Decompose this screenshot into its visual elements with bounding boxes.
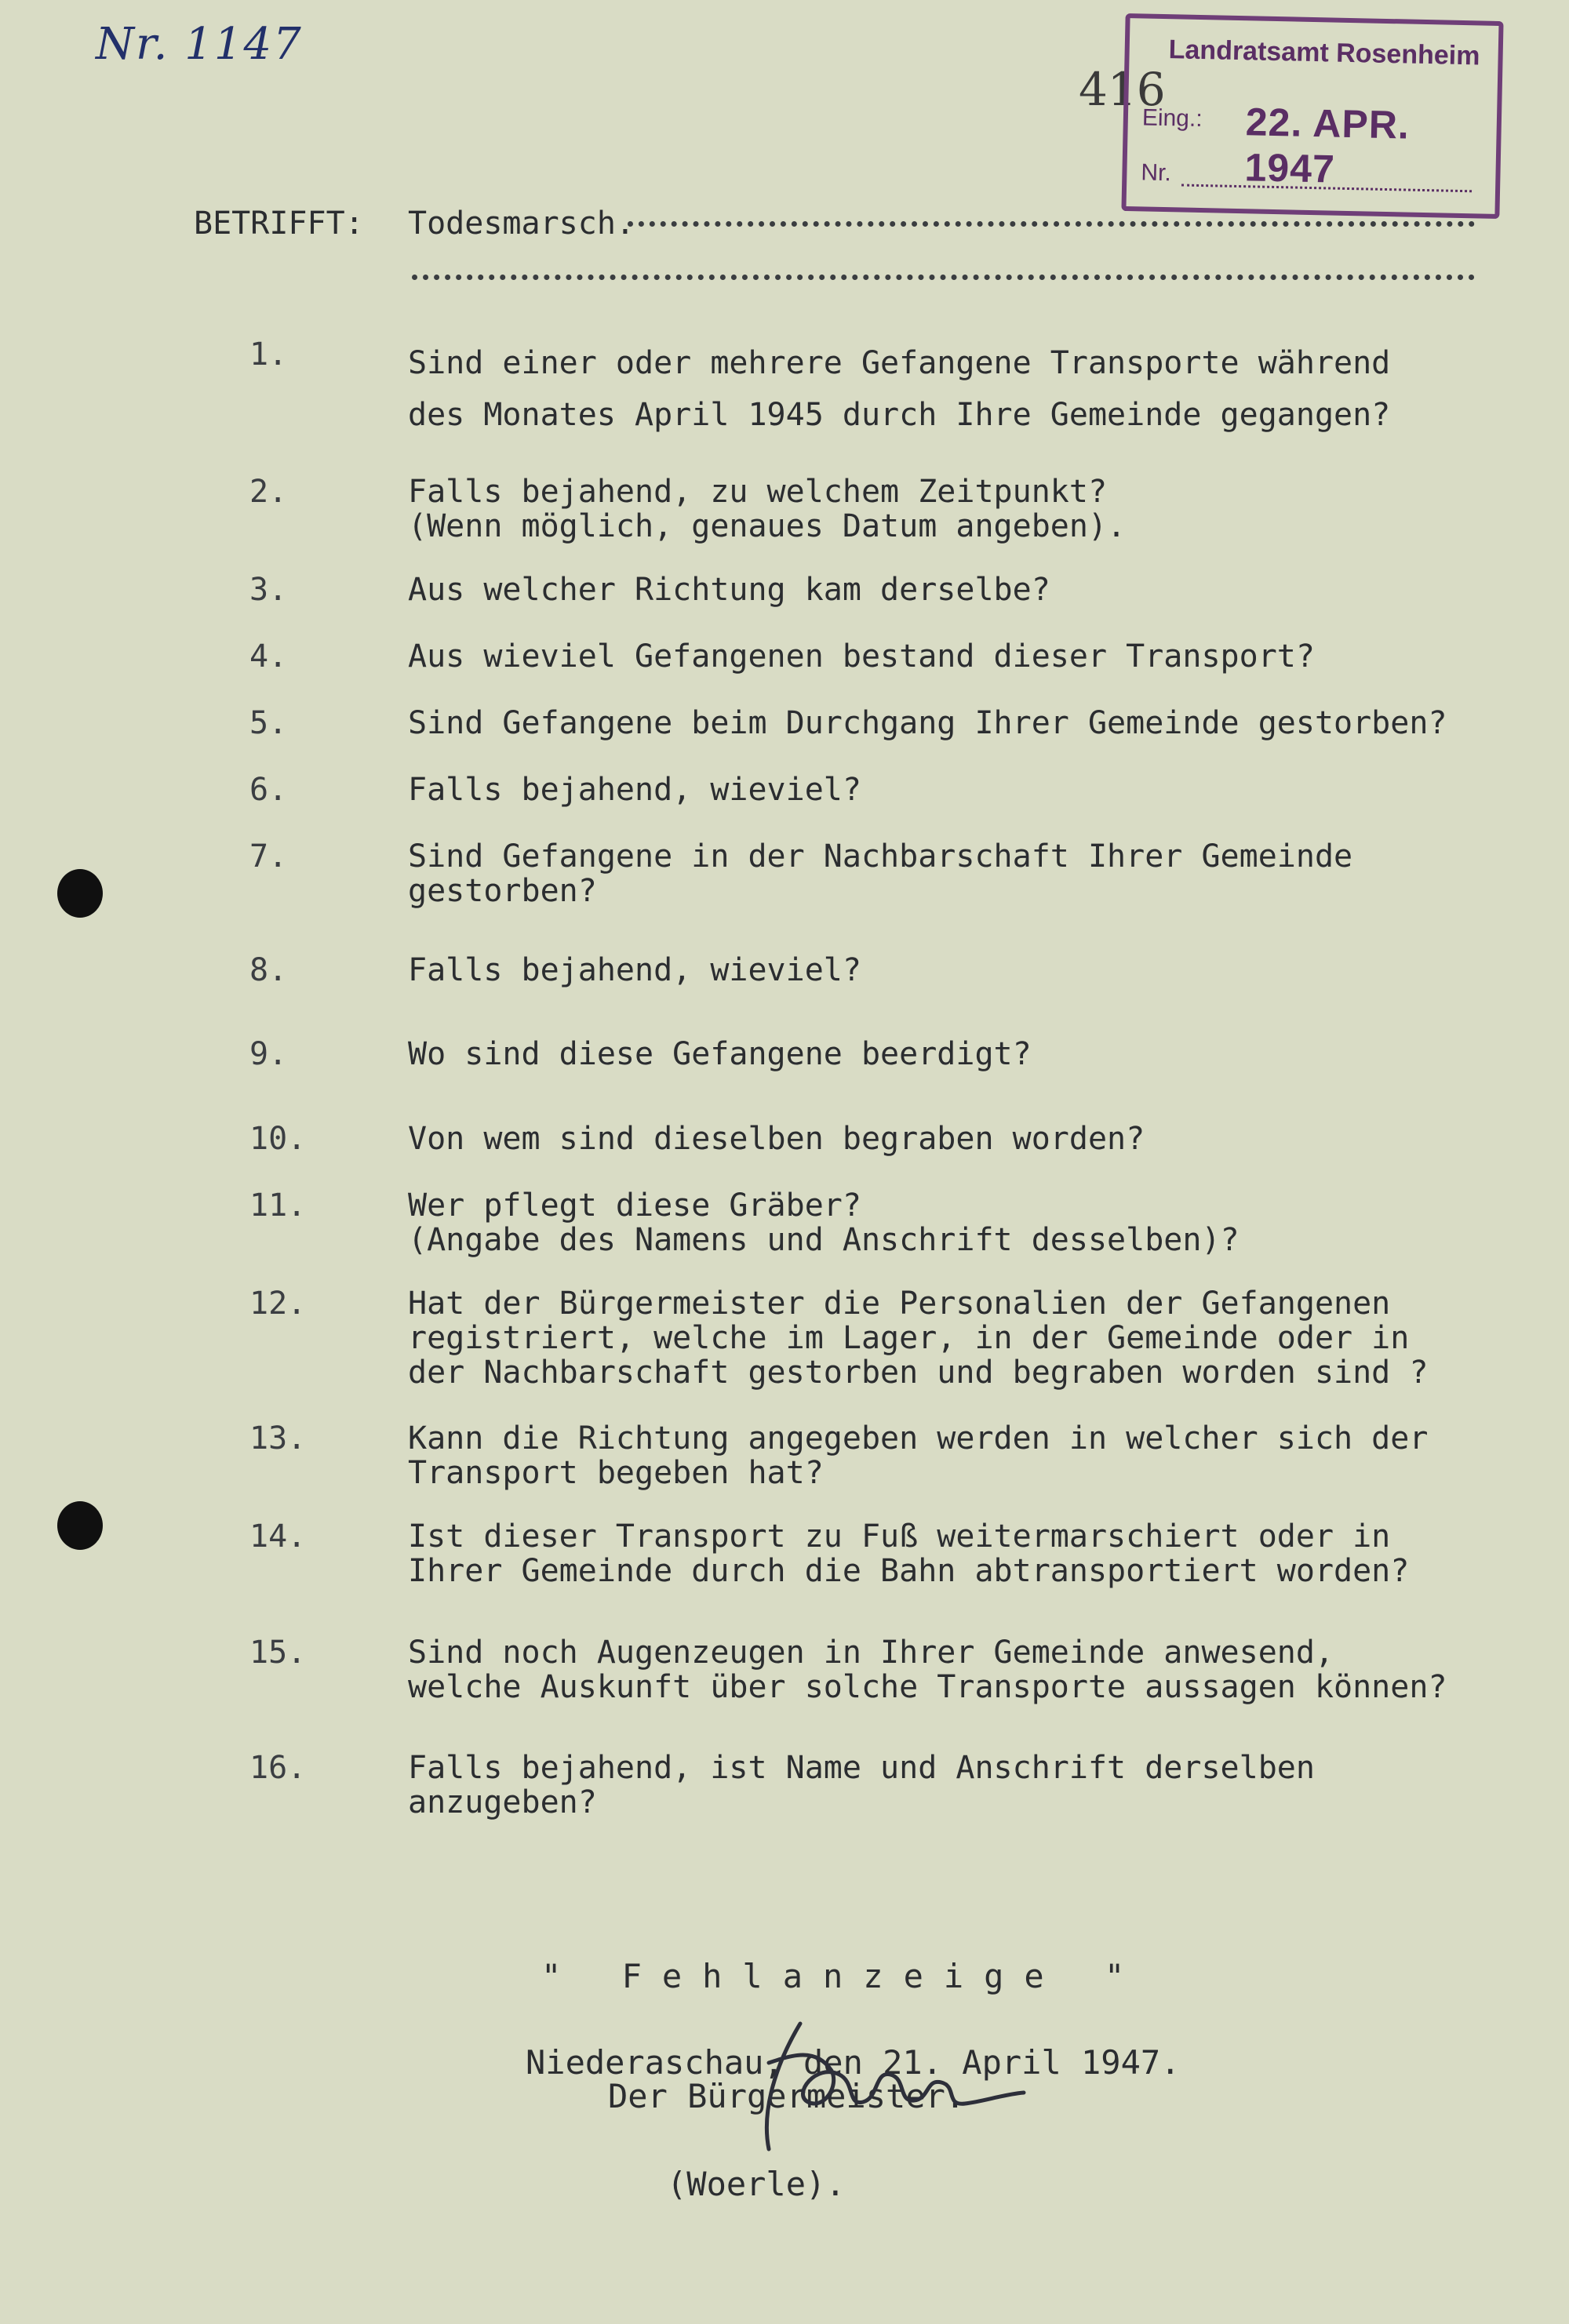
question-number: 6. xyxy=(249,772,288,808)
question-number: 11. xyxy=(249,1187,307,1224)
question-text: Sind noch Augenzeugen in Ihrer Gemeinde anwesend, welche Auskunft über solche Transporte aussagen können? xyxy=(408,1635,1447,1705)
punch-hole xyxy=(57,1501,103,1550)
question-number: 3. xyxy=(249,572,288,608)
question-text: Aus welcher Richtung kam derselbe? xyxy=(408,572,1050,608)
dotted-leader xyxy=(628,221,1475,227)
signatory-name: (Woerle). xyxy=(667,2165,846,2203)
question-text: Wer pflegt diese Gräber? (Angabe des Namens und Anschrift desselben)? xyxy=(408,1187,1240,1258)
subject-value: Todesmarsch. xyxy=(408,205,635,242)
question-text: Falls bejahend, wieviel? xyxy=(408,772,861,808)
stamp-date: 22. APR. 1947 xyxy=(1244,100,1411,191)
page-number: 416 xyxy=(1079,63,1166,116)
question-text: Wo sind diese Gefangene beerdigt? xyxy=(408,1036,1032,1072)
question-text: Von wem sind dieselben begraben worden? xyxy=(408,1121,1145,1157)
question-number: 7. xyxy=(249,838,288,875)
question-text: Ist dieser Transport zu Fuß weitermarschiert oder in Ihrer Gemeinde durch die Bahn abtransportiert worden? xyxy=(408,1518,1410,1589)
place-and-date: Niederaschau, den 21. April 1947. xyxy=(526,2043,1181,2082)
closing-remark: " Fehlanzeige " xyxy=(541,1957,1145,1995)
question-text: Kann die Richtung angegeben werden in welcher sich der Transport begeben hat? xyxy=(408,1420,1429,1491)
question-text: Falls bejahend, ist Name und Anschrift derselben anzugeben? xyxy=(408,1750,1315,1820)
punch-hole xyxy=(57,869,103,918)
stamp-number-label: Nr. xyxy=(1141,159,1172,187)
subject-label: BETRIFFT: xyxy=(194,205,364,242)
question-text: Sind Gefangene beim Durchgang Ihrer Gemeinde gestorben? xyxy=(408,705,1447,741)
question-number: 5. xyxy=(249,705,288,741)
question-number: 2. xyxy=(249,474,288,510)
question-text: Aus wieviel Gefangenen bestand dieser Transport? xyxy=(408,638,1315,675)
question-number: 12. xyxy=(249,1286,307,1322)
stamp-office: Landratsamt Rosenheim xyxy=(1168,35,1480,71)
received-stamp xyxy=(1121,13,1503,219)
question-number: 4. xyxy=(249,638,288,675)
dotted-separator xyxy=(412,275,1475,280)
signatory-title: Der Bürgermeister. xyxy=(608,2077,966,2115)
question-number: 9. xyxy=(249,1036,288,1072)
question-number: 1. xyxy=(249,336,288,373)
question-text: Sind Gefangene in der Nachbarschaft Ihrer Gemeinde gestorben? xyxy=(408,838,1353,909)
handwritten-reference: Nr. 1147 xyxy=(96,19,303,70)
question-number: 16. xyxy=(249,1750,307,1786)
question-number: 10. xyxy=(249,1121,307,1157)
question-number: 15. xyxy=(249,1635,307,1671)
question-text: Falls bejahend, wieviel? xyxy=(408,952,861,988)
question-text: Hat der Bürgermeister die Personalien der Gefangenen registriert, welche im Lager, in der Gemeinde oder in der Nachbarschaft gestorben und begraben worden sind ? xyxy=(408,1286,1429,1391)
question-text: Sind einer oder mehrere Gefangene Transporte während des Monates April 1945 durch Ihre Gemeinde gegangen? xyxy=(408,345,1391,433)
question-number: 8. xyxy=(249,952,288,988)
handwritten-signature xyxy=(745,2016,1028,2157)
question-number: 13. xyxy=(249,1420,307,1457)
stamp-received-label: Eing.: xyxy=(1141,104,1203,133)
question-text: Falls bejahend, zu welchem Zeitpunkt? (Wenn möglich, genaues Datum angeben). xyxy=(408,474,1127,544)
question-number: 14. xyxy=(249,1518,307,1555)
